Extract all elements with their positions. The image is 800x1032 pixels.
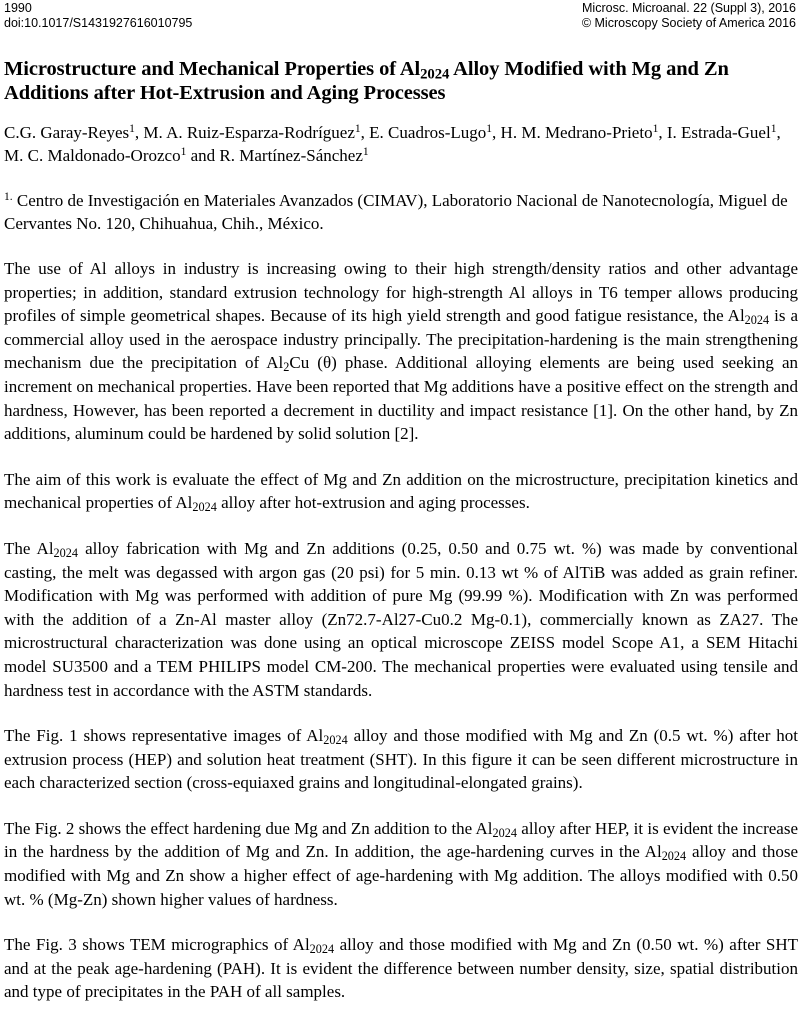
header-right bbox=[582, 1, 796, 31]
paragraph-aim: The aim of this work is evaluate the effect of Mg and Zn addition on the microstructure, precipitation kinetics and mechanical properties of $Al_{2024}$ alloy after hot-extrusion and aging processes. bbox=[4, 469, 798, 515]
copyright: © Microscopy Society of America 2016 bbox=[581, 16, 796, 30]
affiliation bbox=[4, 189, 798, 235]
author: M. C. Maldonado-Orozco$^1$ and bbox=[4, 145, 220, 165]
author: I. Estrada-Guel$^1$, bbox=[666, 122, 781, 142]
author: M. A. Ruiz-Esparza-Rodríguez$^1$, bbox=[143, 122, 370, 142]
title-subscript: 2024 bbox=[420, 66, 450, 83]
paper-title bbox=[4, 57, 798, 105]
doi: doi:10.1017/S1431927616010795 bbox=[4, 16, 193, 30]
paragraph-fig2: The Fig. 2 shows the effect hardening due Mg and Zn addition to the $Al_{2024}$ alloy after HEP, it is evident the increase in the hardness by the addition of Mg and Zn. In addition, the age-hardening curves in the $Al_{2024}$ alloy and those modified with Mg and Zn show a higher effect of age-hardening with Mg addition. The alloys modified with 0.50 wt. % (Mg-Zn) shown higher values of hardness. bbox=[4, 818, 799, 909]
journal-citation: Microsc. Microanal. 22 (Suppl 3), 2016 bbox=[582, 1, 796, 15]
affiliation-mark: 1. bbox=[4, 190, 13, 204]
paragraph-fig1: The Fig. 1 shows representative images of $Al_{2024}$ alloy and those modified with Mg and Zn (0.5 wt. %) after hot extrusion process (HEP) and solution heat treatment (SHT). In this figure it can be seen different microstructure in each characterized section (cross-equiaxed grains and longitudinal-elongated grains). bbox=[4, 726, 798, 793]
paragraph-introduction: The use of Al alloys in industry is increasing owing to their high strength/density ratios and other advantage properties; in addition, standard extrusion technology for high-strength Al alloys in T6 temper allows producing profiles of simple geometrical shapes. Because of its high yield strength and good fatigue resistance, the $Al_{2024}$ is a commercial alloy used in the aerospace industry principally. The precipitation-hardening is the main strengthening mechanism due the precipitation of $Al_2Cu$ (θ) phase. Additional alloying elements are being used seeking an increment on mechanical properties. Have been reported that Mg additions have a positive effect on the strength and hardness, However, has been reported a decrement in ductility and impact resistance [1]. On the other hand, by Zn additions, aluminum could be hardened by solid solution [2]. bbox=[4, 259, 798, 444]
page-number: 1990 bbox=[4, 1, 32, 15]
article bbox=[4, 57, 798, 1004]
paragraph-fig3: The Fig. 3 shows TEM micrographics of $Al_{2024}$ alloy and those modified with Mg and Zn (0.50 wt. %) after SHT and at the peak age-hardening (PAH). It is evident the difference between number density, size, spatial distribution and type of precipitates in the PAH of all samples. bbox=[4, 935, 798, 1002]
title-text-cont: Alloy Modified with Mg and Zn Additions after Hot-Extrusion and Aging Processes bbox=[4, 58, 729, 104]
author: E. Cuadros-Lugo$^1$, bbox=[369, 122, 501, 142]
header-left bbox=[4, 1, 192, 31]
author: R. Martínez-Sánchez$^1$ bbox=[219, 145, 369, 165]
author: C.G. Garay-Reyes$^1$, bbox=[4, 122, 144, 142]
affiliation-text: Centro de Investigación en Materiales Avanzados (CIMAV), Laboratorio Nacional de Nanotecnología, Miguel de Cervantes No. 120, Chihuahua, Chih., México. bbox=[4, 191, 788, 233]
author: H. M. Medrano-Prieto$^1$, bbox=[500, 122, 667, 142]
paragraph-methods: The $Al_{2024}$ alloy fabrication with Mg and Zn additions (0.25, 0.50 and 0.75 wt. %) was made by conventional casting, the melt was degassed with argon gas (20 psi) for 5 min. 0.13 wt % of AlTiB was added as grain refiner. Modification with Mg was performed with addition of pure Mg (99.99 %). Modification with Zn was performed with the addition of a Zn-Al master alloy (Zn72.7-Al27-Cu0.2 Mg-0.1), commercially known as ZA27. The microstructural characterization was done using an optical microscope ZEISS model Scope A1, a SEM Hitachi model SU3500 and a TEM PHILIPS model CM-200. The mechanical properties were evaluated using tensile and hardness test in accordance with the ASTM standards. bbox=[4, 538, 798, 700]
title-text: Microstructure and Mechanical Properties of Al bbox=[4, 58, 421, 80]
author-list bbox=[4, 121, 798, 167]
